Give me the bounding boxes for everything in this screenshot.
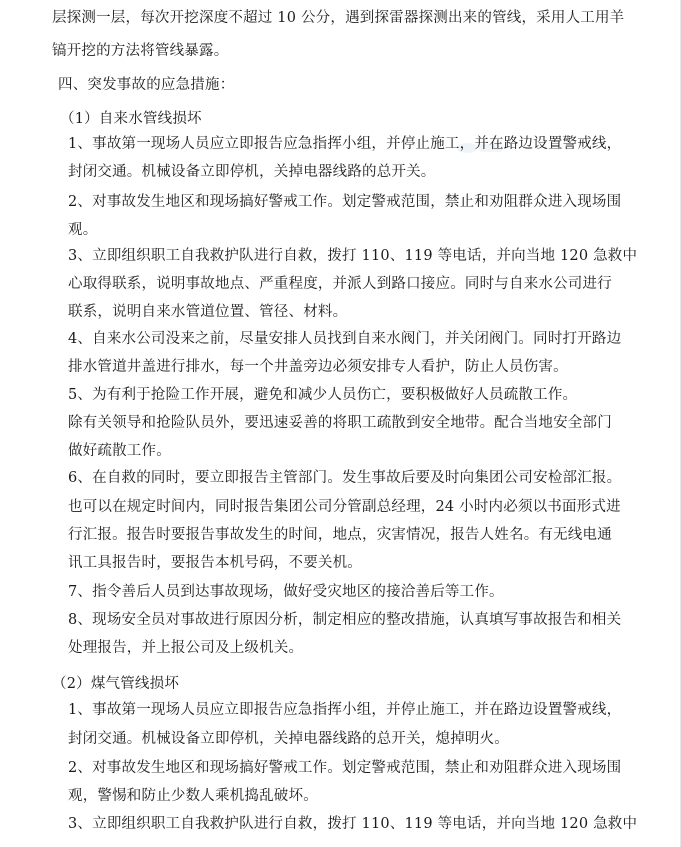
- text-line: 除有关领导和抢险队员外，要迅速妥善的将职工疏散到安全地带。配合当地安全部门: [68, 415, 612, 431]
- text-line: 做好疏散工作。: [68, 443, 171, 459]
- text-line: 层探测一层，每次开挖深度不超过 10 公分，遇到探雷器探测出来的管线，采用人工用羊: [52, 10, 625, 26]
- text-line: 6、在自救的同时，要立即报告主管部门。发生事故后要及时向集团公司安检部汇报。: [68, 470, 622, 486]
- text-line: 也可以在规定时间内，同时报告集团公司分管副总经理，24 小时内必须以书面形式进: [68, 499, 621, 515]
- text-line: 封闭交通。机械设备立即停机，关掉电器线路的总开关。: [68, 164, 436, 180]
- text-line: 观。: [68, 222, 98, 238]
- text-line: 1、事故第一现场人员应立即报告应急指挥小组，并停止施工，并在路边设置警戒线，: [68, 702, 622, 718]
- text-line: 3、立即组织职工自我救护队进行自救，拨打 110、119 等电话，并向当地 120 急救中: [68, 248, 638, 264]
- text-line: 1、事故第一现场人员应立即报告应急指挥小组，并停止施工，并在路边设置警戒线，: [68, 136, 622, 152]
- text-line: 2、对事故发生地区和现场搞好警戒工作。划定警戒范围，禁止和劝阻群众进入现场围: [68, 194, 622, 210]
- text-line: 排水管道井盖进行排水，每一个井盖旁边必须安排专人看护，防止人员伤害。: [68, 359, 568, 375]
- text-line: 行汇报。报告时要报告事故发生的时间，地点，灾害情况，报告人姓名。有无线电通: [68, 527, 612, 543]
- text-line: 讯工具报告时，要报告本机号码，不要关机。: [68, 555, 362, 571]
- text-line: 8、现场安全员对事故进行原因分析，制定相应的整改措施，认真填写事故报告和相关: [68, 612, 622, 628]
- text-line: 3、立即组织职工自我救护队进行自救，拨打 110、119 等电话，并向当地 120 急救中: [68, 816, 638, 832]
- text-line: 4、自来水公司没来之前，尽量安排人员找到自来水阀门，并关闭阀门。同时打开路边: [68, 331, 622, 347]
- section-heading: 四、突发事故的应急措施：: [58, 77, 235, 93]
- subsection-heading: （1）自来水管线损坏: [60, 111, 202, 127]
- text-line: 心取得联系，说明事故地点、严重程度，并派人到路口接应。同时与自来水公司进行: [68, 276, 612, 292]
- text-line: 7、指令善后人员到达事故现场，做好受灾地区的接洽善后等工作。: [68, 584, 504, 600]
- text-line: 观，警惕和防止少数人乘机捣乱破坏。: [68, 788, 318, 804]
- text-line: 5、为有利于抢险工作开展，避免和减少人员伤亡，要积极做好人员疏散工作。: [68, 387, 578, 403]
- text-line: 2、对事故发生地区和现场搞好警戒工作。划定警戒范围，禁止和劝阻群众进入现场围: [68, 760, 622, 776]
- text-line: 处理报告，并上报公司及上级机关。: [68, 640, 304, 656]
- text-line: 封闭交通。机械设备立即停机，关掉电器线路的总开关，熄掉明火。: [68, 731, 509, 747]
- text-line: 联系，说明自来水管道位置、管径、材料。: [68, 304, 348, 320]
- text-line: 镐开挖的方法将管线暴露。: [52, 43, 229, 59]
- subsection-heading: （2）煤气管线损坏: [52, 676, 180, 692]
